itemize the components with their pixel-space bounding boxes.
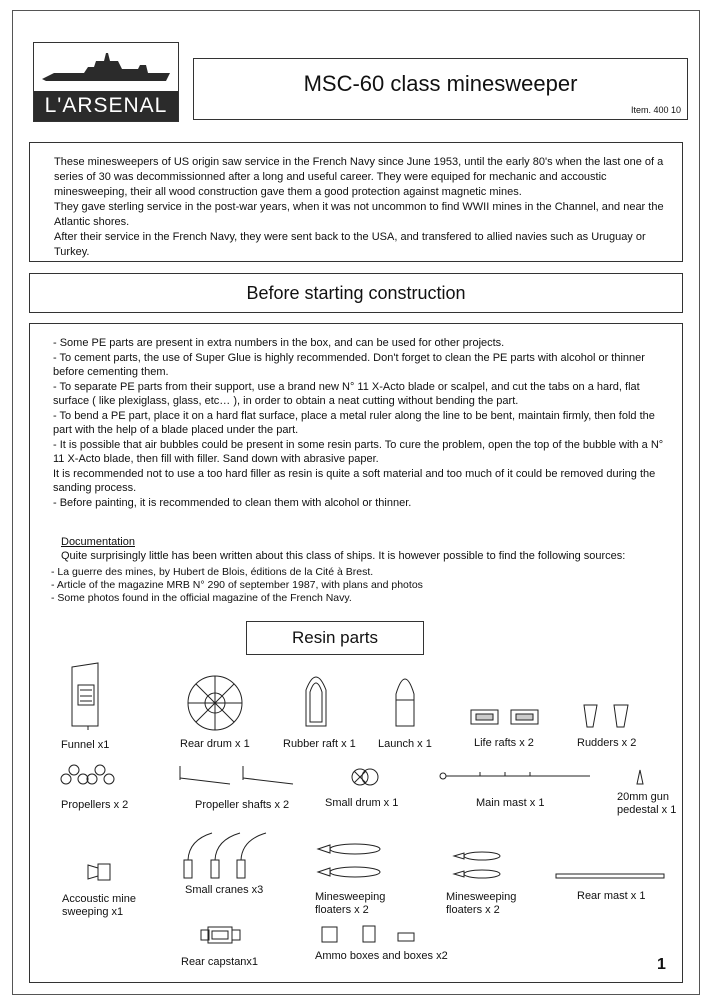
- page-number: 1: [657, 956, 666, 973]
- part-label-rear-drum: Rear drum x 1: [180, 738, 250, 750]
- note-line: - To separate PE parts from their support, use a brand new N° 11 X-Acto blade or scalpel, and cut the tabs on a hard, flat surface ( like plexiglass, glass, etc… ), in order to obtain a neat cutting without bending the part.: [53, 380, 640, 407]
- part-label-small-drum: Small drum x 1: [325, 797, 399, 809]
- part-label-rear-capstan: Rear capstanx1: [181, 956, 259, 968]
- part-label-small-cranes: Small cranes x3: [185, 884, 264, 896]
- source-item: - Some photos found in the official magazine of the French Navy.: [51, 591, 352, 604]
- part-label-propellers: Propellers x 2: [61, 799, 129, 811]
- source-item: - Article of the magazine MRB N° 290 of september 1987, with plans and photos: [51, 578, 423, 591]
- part-label-gun-pedestal: 20mm gun pedestal x 1: [617, 791, 677, 816]
- section-heading: Before starting construction: [29, 273, 683, 313]
- part-label-rubber-raft: Rubber raft x 1: [283, 738, 356, 750]
- sources-list: [51, 566, 423, 604]
- ship-silhouette-icon: [34, 43, 178, 91]
- intro-paragraph: These minesweepers of US origin saw service in the French Navy since June 1953, until the early 80's when the last one of a series of 30 was decommissionned after a long and useful career. They were equiped for mechanic and accoustic minesweeping, their all wood construction gave them a good protection against magnetic mines.: [54, 156, 664, 198]
- intro-paragraph: After their service in the French Navy, they were sent back to the USA, and transfered to allied navies such as Uruguay or Turkey.: [54, 231, 646, 258]
- part-label-main-mast: Main mast x 1: [476, 797, 545, 809]
- note-line: - Some PE parts are present in extra numbers in the box, and can be used for other projects.: [53, 337, 505, 349]
- part-label-floaters: Minesweeping floaters x 2: [446, 891, 517, 916]
- intro-box: [29, 142, 683, 262]
- part-label-rudders: Rudders x 2: [577, 737, 637, 749]
- resin-parts-heading: Resin parts: [246, 621, 424, 655]
- page-title: MSC-60 class minesweeper: [303, 71, 578, 96]
- brand-logo: [33, 42, 179, 122]
- source-item: - La guerre des mines, by Hubert de Blois, éditions de la Cité à Brest.: [51, 566, 374, 578]
- part-label-accoustic-mine: Accoustic mine sweeping x1: [62, 893, 136, 918]
- logo-text: L'ARSENAL: [34, 91, 178, 121]
- documentation-intro: Quite surprisingly little has been written about this class of ships. It is however possible to find the following sources:: [61, 550, 626, 562]
- note-line: It is recommended not to use a too hard filler as resin is quite a soft material and too much of it could be removed during the sanding process.: [53, 467, 656, 494]
- part-label-propeller-shafts: Propeller shafts x 2: [195, 799, 290, 811]
- part-label-floaters: Minesweeping floaters x 2: [315, 891, 386, 916]
- note-line: - Before painting, it is recommended to clean them with alcohol or thinner.: [53, 496, 412, 509]
- part-label-rear-mast: Rear mast x 1: [577, 890, 646, 902]
- intro-paragraph: They gave sterling service in the post-war years, when it was not uncommon to find WWII mines in the Channel, and near the Atlantic shores.: [54, 201, 664, 228]
- note-line: - It is possible that air bubbles could be present in some resin parts. To cure the problem, open the top of the bubble with a N° 11 X-Acto blade, then fill with filler. Sand down with abrasive paper.: [53, 438, 664, 465]
- part-label-life-rafts: Life rafts x 2: [474, 737, 534, 749]
- note-line: - To bend a PE part, place it on a hard flat surface, place a metal ruler along the line to be bent, maintain firmly, then fold the part with the help of a blade placed under the part.: [53, 409, 655, 436]
- part-label-ammo-boxes: Ammo boxes and boxes x2: [315, 950, 448, 962]
- part-label-launch: Launch x 1: [378, 738, 432, 750]
- documentation-title: Documentation: [61, 536, 135, 548]
- item-number: Item. 400 10: [630, 105, 681, 115]
- note-line: - To cement parts, the use of Super Glue is highly recommended. Don't forget to clean the PE parts with alcohol or thinner before cementing them.: [53, 351, 645, 378]
- part-label-funnel: Funnel x1: [61, 739, 110, 751]
- title-box: [193, 58, 688, 120]
